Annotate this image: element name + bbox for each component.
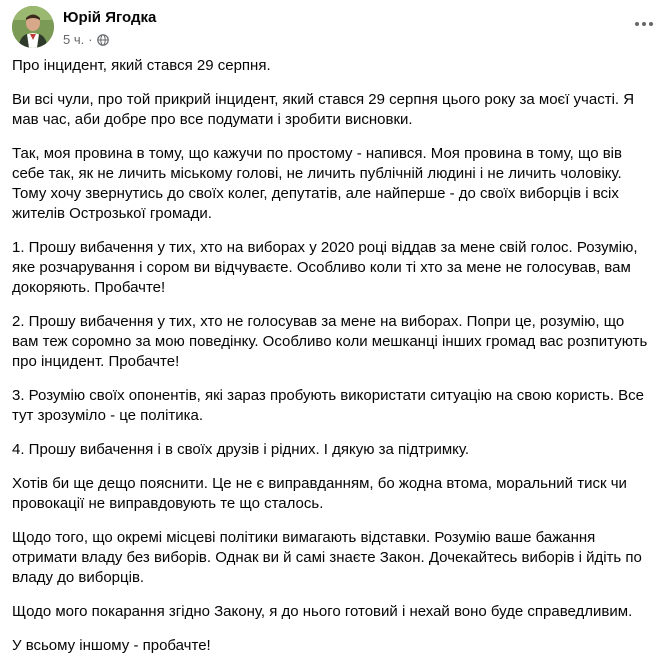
post-paragraph: Так, моя провина в тому, що кажучи по простому - напився. Моя провина в тому, що вів себе так, як не личить міському голові, не личить публічній людині і не личить чоловіку. Тому хочу звернутись до своїх колег, депутатів, але найперше - до своїх виборців і всіх жителів Острозької громади. <box>12 145 622 222</box>
meta-separator: · <box>88 32 93 47</box>
globe-icon[interactable] <box>97 34 109 46</box>
post-header <box>12 6 658 50</box>
post-paragraph: 2. Прошу вибачення у тих, хто не голосував за мене на виборах. Попри це, розумію, що вам теж соромно за мою поведінку. Особливо коли мешканці інших громад вас розпитують про інцидент. Пробачте! <box>12 313 648 370</box>
avatar-photo <box>12 6 54 48</box>
post-meta <box>63 32 109 47</box>
post-paragraph: 1. Прошу вибачення у тих, хто на виборах у 2020 році віддав за мене свій голос. Розумію, яке розчарування і сором ви відчуваєте. Особливо коли ті хто за мене не голосував, вам докоряють. Пробачте! <box>12 239 638 296</box>
author-name[interactable]: Юрій Ягодка <box>63 9 157 26</box>
post-paragraph: У всьому іншому - пробачте! <box>12 637 211 654</box>
post-paragraph: Хотів би ще дещо пояснити. Це не є виправданням, бо жодна втома, моральний тиск чи провокації не виправдовують те що сталось. <box>12 475 627 512</box>
post-paragraph: 4. Прошу вибачення і в своїх друзів і рідних. І дякую за підтримку. <box>12 441 470 458</box>
more-options-icon[interactable] <box>632 14 656 34</box>
post-paragraph: Щодо мого покарання згідно Закону, я до нього готовий і нехай воно буде справедливим. <box>12 603 633 620</box>
avatar[interactable] <box>12 6 54 48</box>
post-time[interactable]: 5 ч. <box>63 32 85 47</box>
post-paragraph: Про інцидент, який стався 29 серпня. <box>12 57 271 74</box>
post-paragraph: Щодо того, що окремі місцеві політики вимагають відставки. Розумію ваше бажання отримати владу без виборів. Однак ви й самі знаєте Закон. Дочекайтесь виборів і йдіть по владу до виборців. <box>12 529 642 586</box>
post-paragraph: Ви всі чули, про той прикрий інцидент, який стався 29 серпня цього року за моєї участі. Я мав час, аби добре про все подумати і зробити висновки. <box>12 91 635 128</box>
post-body <box>12 56 652 670</box>
post-paragraph: 3. Розумію своїх опонентів, які зараз пробують використати ситуацію на свою користь. Все тут зрозуміло - це політика. <box>12 387 645 424</box>
